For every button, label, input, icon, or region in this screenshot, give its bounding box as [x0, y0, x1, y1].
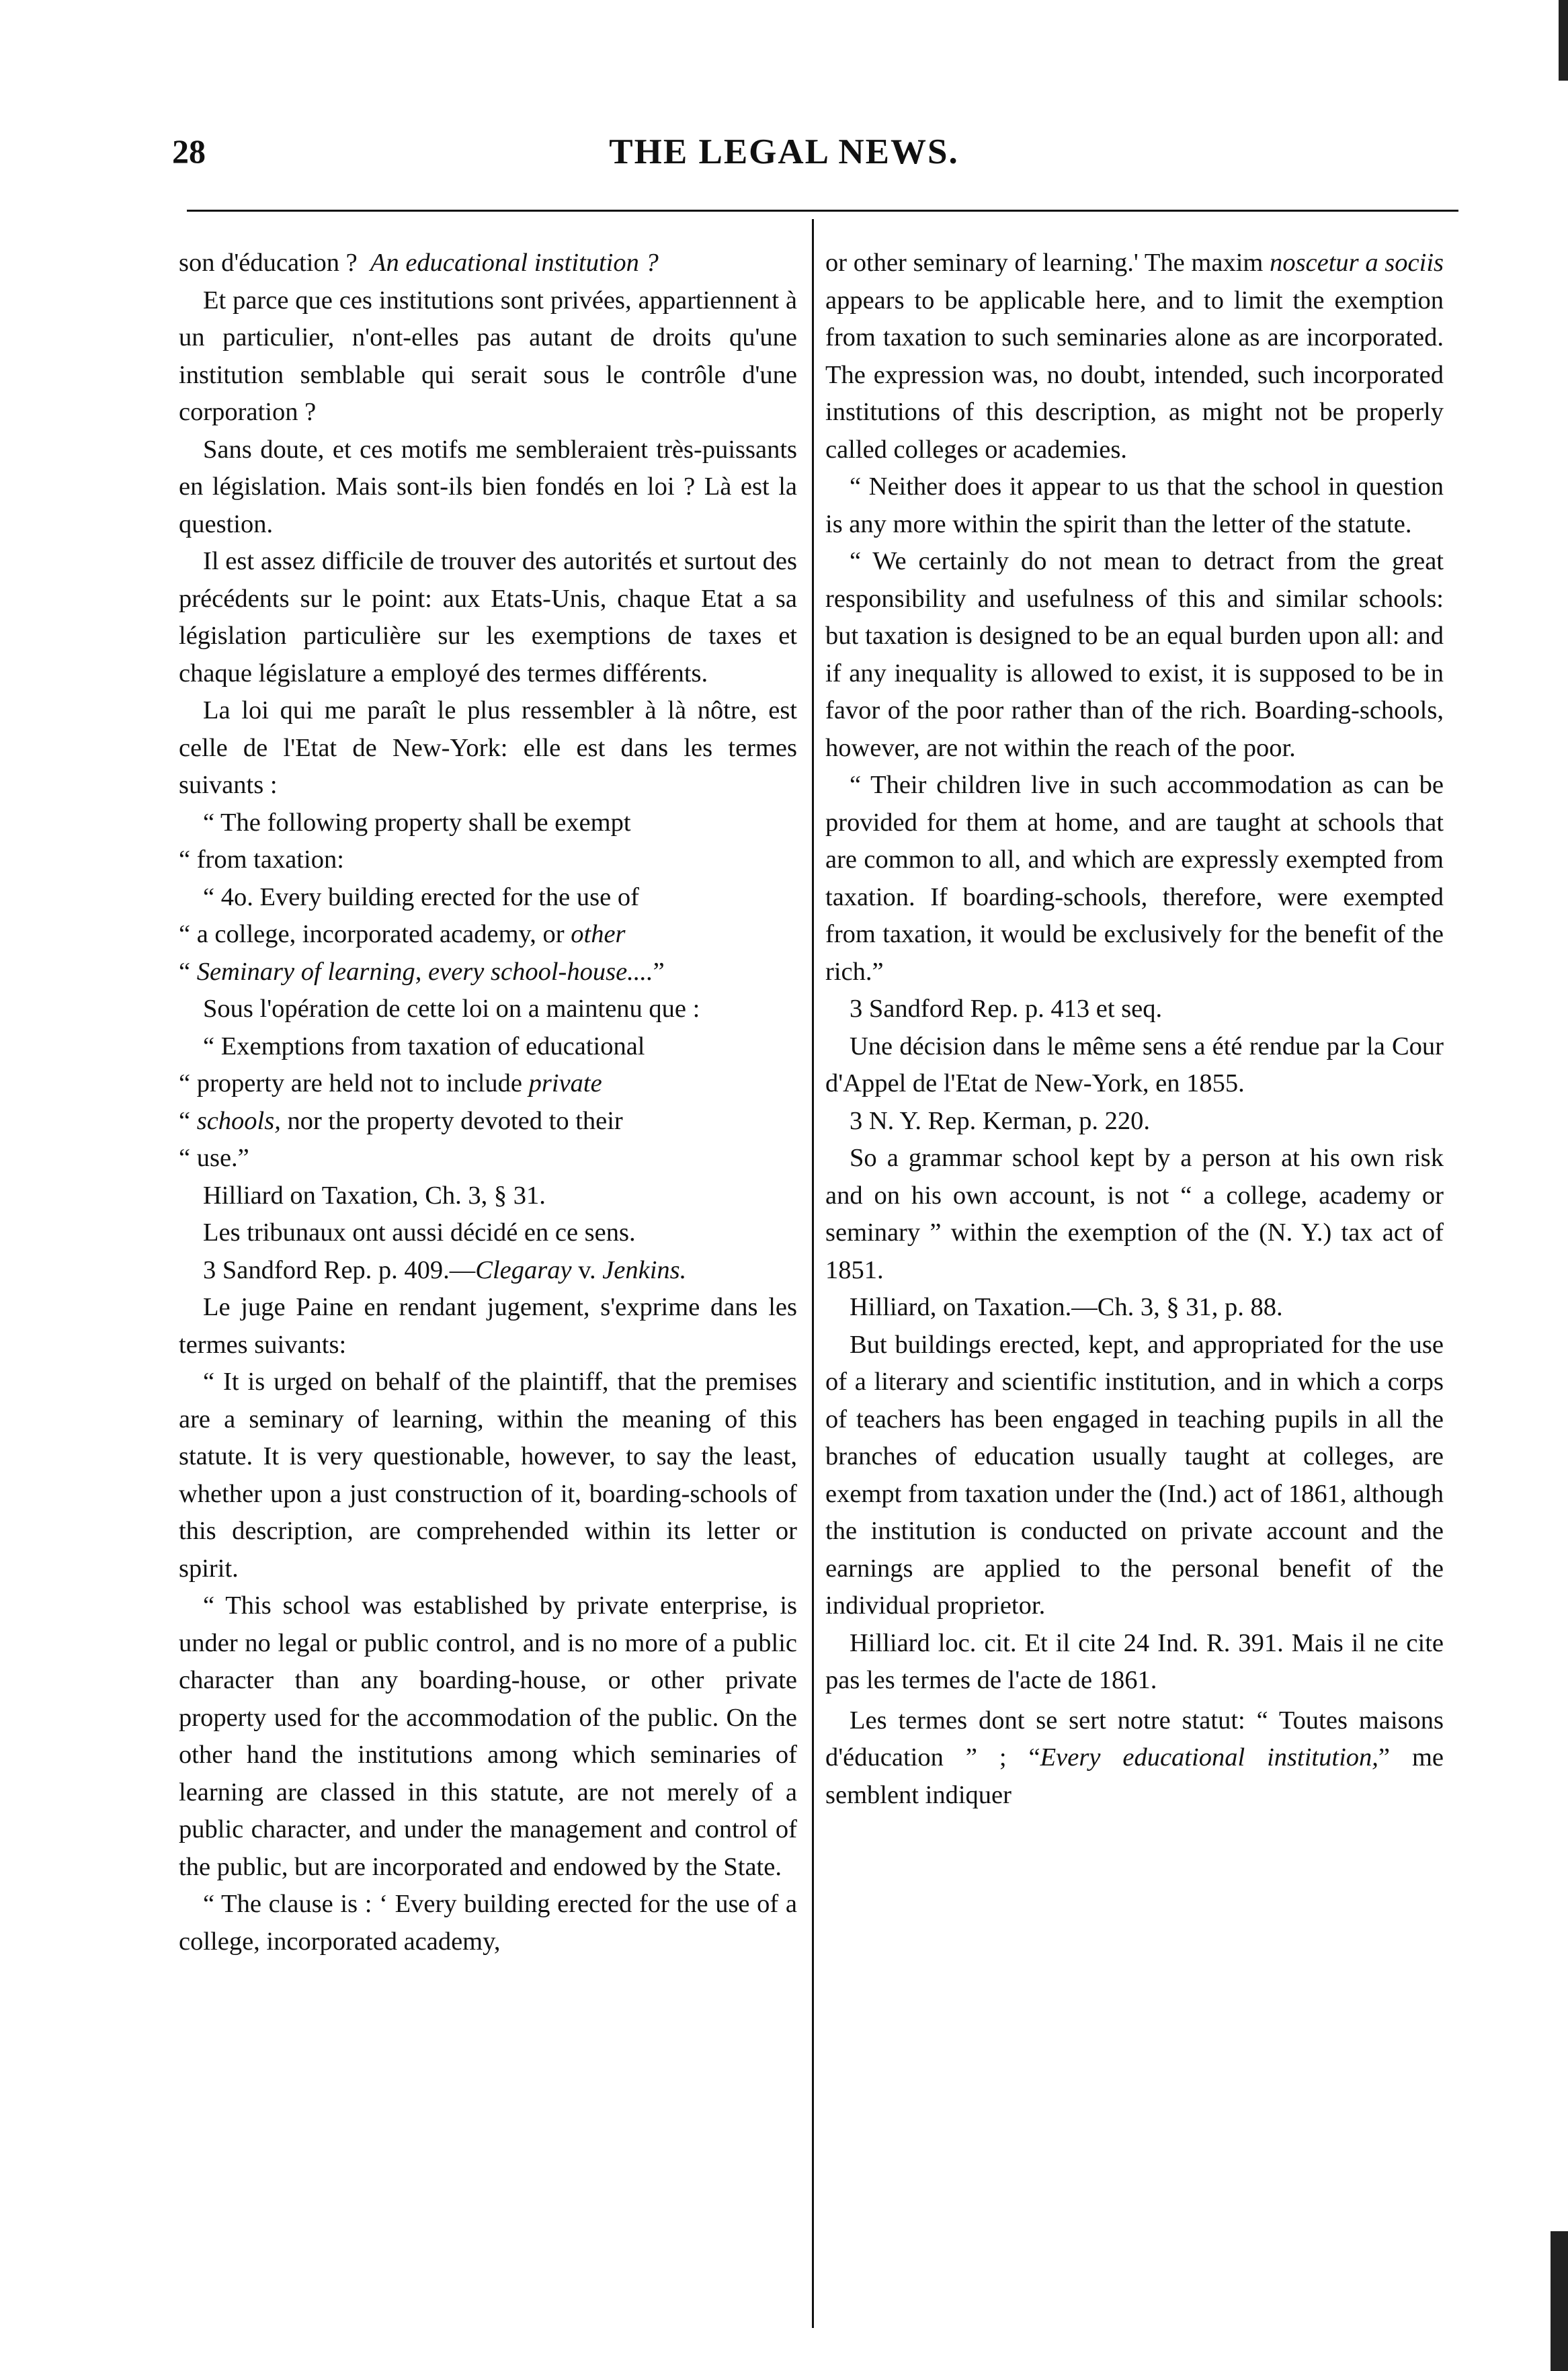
right-column	[825, 245, 1444, 1814]
quote-paragraph: “ The clause is : ‘ Every building erected for the use of a college, incorporated academy,	[179, 1890, 797, 1956]
paragraph: Le juge Paine en rendant jugement, s'exprime dans les termes suivants:	[179, 1293, 797, 1359]
paragraph: Les termes dont se sert notre statut: “ Toutes maisons d'éducation ” ; “Every educational institution,” me semblent indiquer	[825, 1706, 1444, 1809]
citation: Hilliard, on Taxation.—Ch. 3, § 31, p. 88.	[850, 1293, 1283, 1321]
quote-line: “ Seminary of learning, every school-house....”	[179, 957, 665, 986]
quote-line: “ schools, nor the property devoted to their	[179, 1106, 623, 1135]
quote-paragraph: “ We certainly do not mean to detract from the great responsibility and usefulness of this and similar schools: but taxation is designed to be an equal burden upon all: and if any inequality is allowed to exist, it is supposed to be in favor of the poor rather than of the rich. Boarding-schools, however, are not within the reach of the poor.	[825, 547, 1444, 762]
paragraph: Et parce que ces institutions sont privées, appartiennent à un particulier, n'ont-elles pas autant de droits qu'une institution semblable qui serait sous le contrôle d'une corporation ?	[179, 286, 797, 426]
paragraph: Sans doute, et ces motifs me sembleraient très-puissants en législation. Mais sont-ils bien fondés en loi ? Là est la question.	[179, 435, 797, 538]
column-divider	[812, 219, 814, 2328]
scan-edge-shadow	[1559, 0, 1568, 81]
running-head: THE LEGAL NEWS.	[609, 132, 959, 171]
paragraph: La loi qui me paraît le plus ressembler à là nôtre, est celle de l'Etat de New-York: elle est dans les termes suivants :	[179, 696, 797, 799]
paragraph: son d'éducation ? An educational institution ?	[179, 249, 659, 277]
quote-line: “ 4o. Every building erected for the use of	[203, 882, 639, 911]
quote-paragraph: “ Neither does it appear to us that the school in question is any more within the spirit than the letter of the statute.	[825, 472, 1444, 538]
paragraph: Sous l'opération de cette loi on a maintenu que :	[203, 995, 700, 1023]
paragraph: Une décision dans le même sens a été rendue par la Cour d'Appel de l'Etat de New-York, en 1855.	[825, 1032, 1444, 1097]
citation: 3 Sandford Rep. p. 409.—Clegaray v. Jenkins.	[203, 1255, 687, 1284]
paragraph: Hilliard loc. cit. Et il cite 24 Ind. R. 391. Mais il ne cite pas les termes de l'acte de 1861.	[825, 1628, 1444, 1694]
paragraph: Les tribunaux ont aussi décidé en ce sens.	[203, 1218, 636, 1247]
paragraph: But buildings erected, kept, and appropriated for the use of a literary and scientific institution, and in which a corps of teachers has been engaged in teaching pupils in all the branches of education usually taught at colleges, are exempt from taxation under the (Ind.) act of 1861, although the institution is conducted on private account and the earnings are applied to the personal benefit of the individual proprietor.	[825, 1330, 1444, 1620]
paragraph: So a grammar school kept by a person at his own risk and on his own account, is not “ a college, academy or seminary ” within the exemption of the (N. Y.) tax act of 1851.	[825, 1144, 1444, 1284]
quote-paragraph: “ This school was established by private enterprise, is under no legal or public control, and is no more of a public character than any boarding-house, or other private property used for the accommodation of the public. On the other hand the institutions among which seminaries of learning are classed in this statute, are not merely of a public character, and under the management and control of the public, but are incorporated and endowed by the State.	[179, 1591, 797, 1881]
citation: 3 N. Y. Rep. Kerman, p. 220.	[850, 1106, 1150, 1135]
paragraph: Il est assez difficile de trouver des autorités et surtout des précédents sur le point: aux Etats-Unis, chaque Etat a sa législation particulière sur les exemptions de taxes et chaque législature a employé des termes différents.	[179, 547, 797, 688]
quote-line: “ use.”	[179, 1144, 249, 1172]
paragraph: or other seminary of learning.' The maxim noscetur a sociis appears to be applicable here, and to limit the exemption from taxation to such seminaries alone as are incorporated. The expression was, no doubt, intended, such incorporated institutions of this description, as might not be properly called colleges or academies.	[825, 249, 1444, 464]
page-number: 28	[172, 132, 206, 170]
quote-paragraph: “ It is urged on behalf of the plaintiff, that the premises are a seminary of learning, within the meaning of this statute. It is very questionable, however, to say the least, whether upon a just construction of it, boarding-schools of this description, are comprehended within its letter or spirit.	[179, 1368, 797, 1583]
quote-line: “ Exemptions from taxation of educational	[203, 1032, 645, 1060]
citation: Hilliard on Taxation, Ch. 3, § 31.	[203, 1181, 546, 1210]
quote-line: “ from taxation:	[179, 845, 344, 874]
quote-line: “ property are held not to include private	[179, 1069, 602, 1097]
quote-line: “ a college, incorporated academy, or other	[179, 920, 626, 948]
quote-paragraph: “ Their children live in such accommodation as can be provided for them at home, and are taught at schools that are common to all, and which are expressly exempted from taxation. If boarding-schools, therefore, were exempted from taxation, it would be exclusively for the benefit of the rich.”	[825, 771, 1444, 986]
quote-line: “ The following property shall be exempt	[203, 808, 631, 837]
header-rule	[187, 210, 1458, 212]
scan-edge-shadow	[1551, 2231, 1568, 2371]
left-column	[179, 245, 797, 1960]
citation: 3 Sandford Rep. p. 413 et seq.	[850, 995, 1163, 1023]
